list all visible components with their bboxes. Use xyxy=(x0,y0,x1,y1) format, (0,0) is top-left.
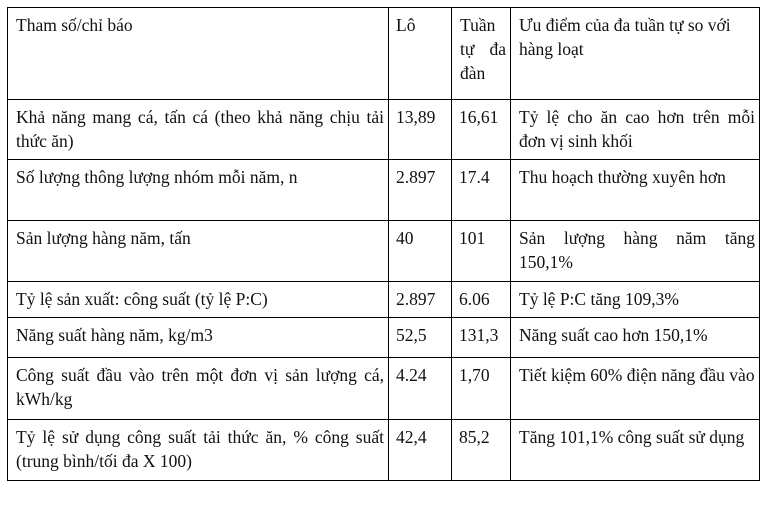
table-row xyxy=(8,358,760,420)
table-row xyxy=(8,420,760,481)
table-row xyxy=(8,282,760,318)
header-multi-sequential: Tuần tự đa đàn xyxy=(452,8,511,100)
cell-multi-sequential: 85,2 xyxy=(452,420,511,481)
table-row xyxy=(8,160,760,221)
cell-batch: 2.897 xyxy=(389,282,452,318)
cell-batch: 4.24 xyxy=(389,358,452,420)
table-row xyxy=(8,318,760,358)
cell-multi-sequential: 16,61 xyxy=(452,100,511,160)
cell-multi-sequential: 101 xyxy=(452,221,511,282)
cell-parameter: Công suất đầu vào trên một đơn vị sản lượng cá, kWh/kg xyxy=(8,358,389,420)
cell-advantage: Năng suất cao hơn 150,1% xyxy=(511,318,760,358)
cell-multi-sequential: 131,3 xyxy=(452,318,511,358)
table-row xyxy=(8,100,760,160)
cell-advantage: Sản lượng hàng năm tăng 150,1% xyxy=(511,221,760,282)
cell-parameter: Tỷ lệ sản xuất: công suất (tỷ lệ P:C) xyxy=(8,282,389,318)
cell-advantage: Tỷ lệ P:C tăng 109,3% xyxy=(511,282,760,318)
cell-batch: 52,5 xyxy=(389,318,452,358)
table-row xyxy=(8,221,760,282)
header-advantage: Ưu điểm của đa tuần tự so với hàng loạt xyxy=(511,8,760,100)
comparison-table xyxy=(7,7,760,481)
cell-parameter: Năng suất hàng năm, kg/m3 xyxy=(8,318,389,358)
cell-parameter: Khả năng mang cá, tấn cá (theo khả năng chịu tải thức ăn) xyxy=(8,100,389,160)
cell-batch: 13,89 xyxy=(389,100,452,160)
cell-batch: 40 xyxy=(389,221,452,282)
cell-advantage: Tỷ lệ cho ăn cao hơn trên mỗi đơn vị sinh khối xyxy=(511,100,760,160)
cell-advantage: Thu hoạch thường xuyên hơn xyxy=(511,160,760,221)
cell-advantage: Tiết kiệm 60% điện năng đầu vào xyxy=(511,358,760,420)
cell-parameter: Sản lượng hàng năm, tấn xyxy=(8,221,389,282)
cell-parameter: Số lượng thông lượng nhóm mỗi năm, n xyxy=(8,160,389,221)
cell-batch: 2.897 xyxy=(389,160,452,221)
cell-multi-sequential: 17.4 xyxy=(452,160,511,221)
header-parameter: Tham số/chỉ báo xyxy=(8,8,389,100)
header-batch: Lô xyxy=(389,8,452,100)
table-header-row xyxy=(8,8,760,100)
cell-parameter: Tỷ lệ sử dụng công suất tải thức ăn, % công suất (trung bình/tối đa X 100) xyxy=(8,420,389,481)
cell-multi-sequential: 1,70 xyxy=(452,358,511,420)
cell-batch: 42,4 xyxy=(389,420,452,481)
cell-advantage: Tăng 101,1% công suất sử dụng xyxy=(511,420,760,481)
cell-multi-sequential: 6.06 xyxy=(452,282,511,318)
